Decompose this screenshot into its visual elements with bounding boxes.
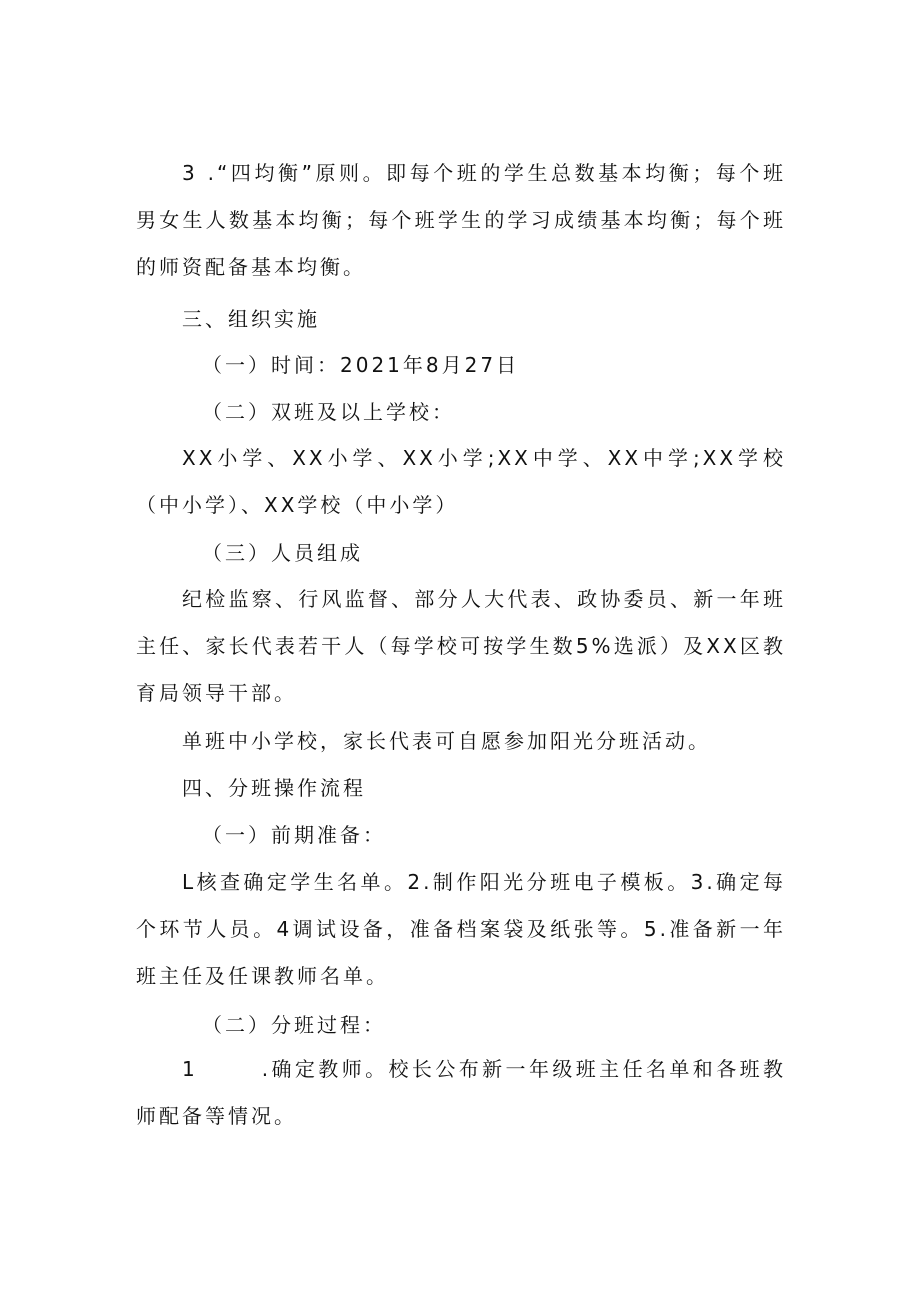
- paragraph-confirm-teachers-text: .确定教师。校长公布新一年级班主任名单和各班教师配备等情况。: [136, 1057, 786, 1128]
- paragraph-single-class-schools: 单班中小学校，家长代表可自愿参加阳光分班活动。: [182, 729, 711, 753]
- paragraph-personnel-composition: 纪检监察、行风监督、部分人大代表、政协委员、新一年班主任、家长代表若干人（每学校可按学生数5%选派）及XX区教育局领导干部。: [136, 587, 786, 705]
- heading-organization-implementation: 三、组织实施: [182, 307, 320, 331]
- subheading-division-process: （二）分班过程：: [202, 1013, 386, 1037]
- paragraph-preparation-steps: L核查确定学生名单。2.制作阳光分班电子模板。3.确定每个环节人员。4调试设备，准备档案袋及纸张等。5.准备新一年班主任及任课教师名单。: [136, 870, 786, 988]
- subheading-personnel: （三）人员组成: [202, 541, 363, 565]
- subheading-double-class-schools: （二）双班及以上学校：: [202, 400, 455, 424]
- paragraph-school-list: XX小学、XX小学、XX小学;XX中学、XX中学;XX学校（中小学）、XX学校（中小学）: [136, 446, 786, 517]
- list-number: 1: [182, 1057, 198, 1081]
- paragraph-four-balance-principle: 3 .“四均衡”原则。即每个班的学生总数基本均衡；每个班男女生人数基本均衡；每个班学生的学习成绩基本均衡；每个班的师资配备基本均衡。: [136, 161, 786, 279]
- heading-class-division-process: 四、分班操作流程: [182, 776, 366, 800]
- subheading-time: （一）时间：2021年8月27日: [202, 353, 520, 377]
- paragraph-confirm-teachers: [136, 1046, 786, 1140]
- subheading-preparation: （一）前期准备：: [202, 823, 386, 847]
